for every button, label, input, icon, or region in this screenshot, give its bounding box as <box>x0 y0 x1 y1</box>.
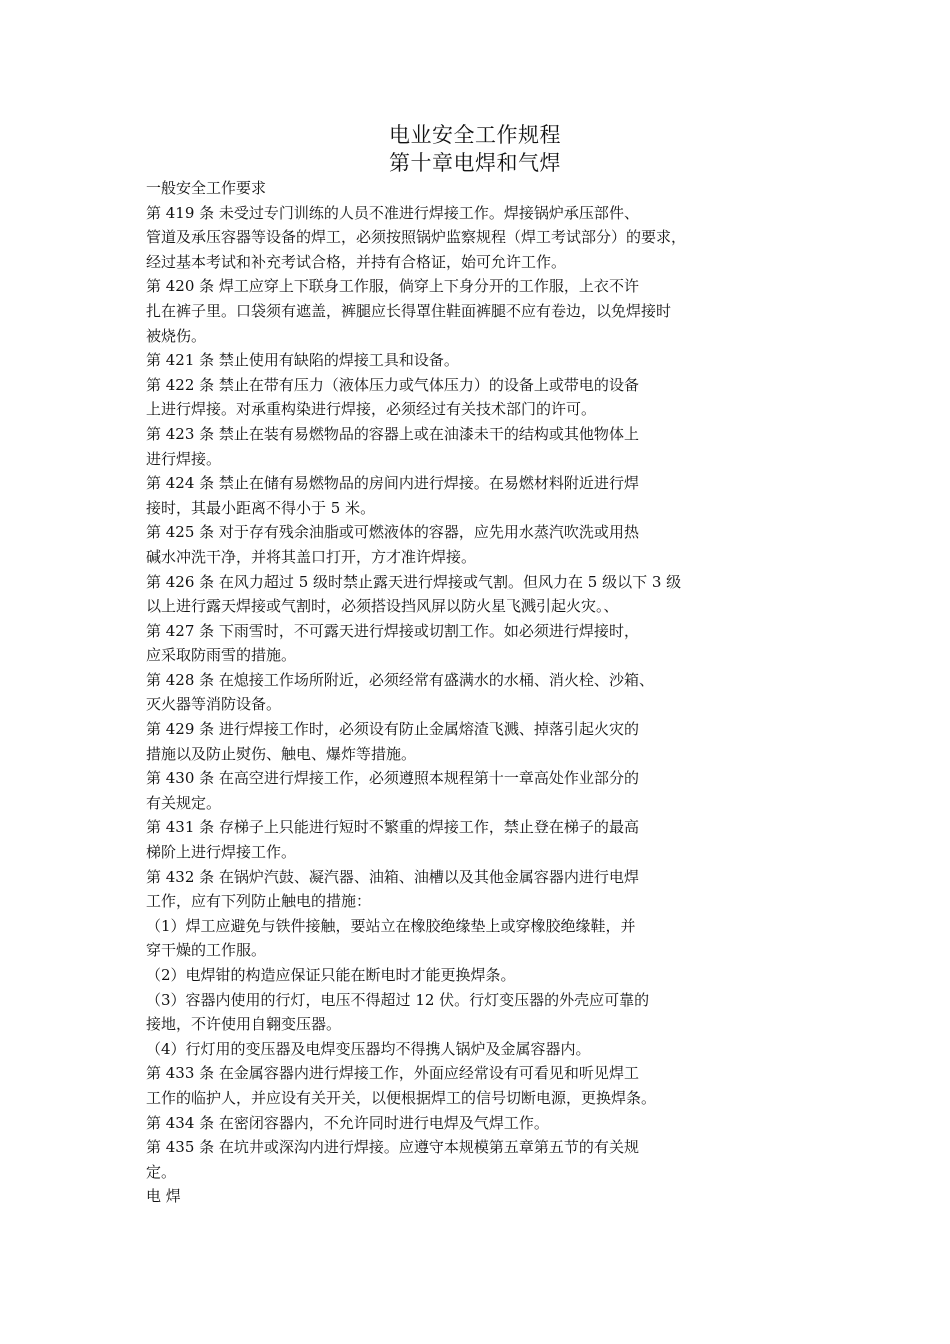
text-line: 第 422 条 禁止在带有压力（液体压力或气体压力）的设备上或带电的设备 <box>146 375 639 394</box>
text-line: 碱水冲洗干净，并将其盖口打开，方才准许焊接。 <box>146 547 477 566</box>
text-line: 第 421 条 禁止使用有缺陷的焊接工具和设备。 <box>146 351 459 370</box>
title-block <box>0 121 950 177</box>
text-line: 上进行焊接。对承重构染进行焊接，必须经过有关技术部门的许可。 <box>146 400 597 419</box>
text-line: （4）行灯用的变压器及电焊变压器均不得携人锅炉及金属容器内。 <box>146 1039 591 1058</box>
text-line: 第 425 条 对于存有残余油脂或可燃液体的容器，应先用水蒸汽吹洗或用热 <box>146 523 639 542</box>
text-line: 第 420 条 焊工应穿上下联身工作服，倘穿上下身分开的工作服，上衣不许 <box>146 277 639 296</box>
text-line: 措施以及防止熨伤、触电、爆炸等措施。 <box>146 744 417 763</box>
text-line: 工作，应有下列防止触电的措施： <box>146 892 372 911</box>
chapter-title: 第十章电焊和气焊 <box>389 151 561 175</box>
text-line: 应采取防雨雪的措施。 <box>146 646 297 665</box>
text-line: 以上进行露天焊接或气割时，必须搭设挡风屏以防火星飞溅引起火灾。、 <box>146 597 619 616</box>
text-line: 第 435 条 在坑井或深沟内进行焊接。应遵守本规模第五章第五节的有关规 <box>146 1138 639 1157</box>
text-line: 工作的临护人，并应设有关开关，以便根据焊工的信号切断电源，更换焊条。 <box>146 1088 657 1107</box>
text-line: 穿干燥的工作服。 <box>146 941 267 960</box>
text-line: 梯阶上进行焊接工作。 <box>146 843 297 862</box>
text-line: 接时，其最小距离不得小于 5 米。 <box>146 498 376 517</box>
text-line: 第 431 条 存梯子上只能进行短时不繁重的焊接工作，禁止登在梯子的最高 <box>146 818 639 837</box>
text-line: 第 424 条 禁止在储有易燃物品的房间内进行焊接。在易燃材料附近进行焊 <box>146 474 639 493</box>
text-line: 第 427 条 下雨雪时，不可露天进行焊接或切割工作。如必须进行焊接时， <box>146 621 639 640</box>
text-line: 第 423 条 禁止在装有易燃物品的容器上或在油漆未干的结构或其他物体上 <box>146 424 639 443</box>
text-line: 灭火器等消防设备。 <box>146 695 282 714</box>
text-line: 接地，不许使用自翱变压器。 <box>146 1015 342 1034</box>
text-line: 第 434 条 在密闭容器内，不允许同时进行电焊及气焊工作。 <box>146 1113 549 1132</box>
text-line: 第 428 条 在熄接工作场所附近，必须经常有盛满水的水桶、消火栓、沙箱、 <box>146 670 654 689</box>
text-line: （3）容器内使用的行灯，电压不得超过 12 伏。行灯变压器的外壳应可靠的 <box>146 990 650 1009</box>
text-line: 有关规定。 <box>146 793 222 812</box>
text-line: 电 焊 <box>146 1187 181 1206</box>
text-line: 进行焊接。 <box>146 449 222 468</box>
text-line: 第 433 条 在金属容器内进行焊接工作，外面应经常设有可看见和听见焊工 <box>146 1064 639 1083</box>
text-line: （2）电焊钳的构造应保证只能在断电时才能更换焊条。 <box>146 966 516 984</box>
text-line: （1）焊工应避免与铁件接触，要站立在橡胶绝缘垫上或穿橡胶绝缘鞋，并 <box>146 916 636 935</box>
document-body <box>146 176 806 1209</box>
text-line: 第 432 条 在锅炉汽鼓、凝汽器、油箱、油槽以及其他金属容器内进行电焊 <box>146 867 639 886</box>
text-line: 被烧伤。 <box>146 326 207 345</box>
text-line: 扎在裤子里。口袋须有遮盖，裤腿应长得罩住鞋面裤腿不应有卷边，以免焊接时 <box>146 301 672 320</box>
text-line: 第 426 条 在风力超过 5 级时禁止露天进行焊接或气割。但风力在 5 级以下 3 级 <box>146 572 682 591</box>
text-line: 定。 <box>146 1162 177 1181</box>
text-line: 第 429 条 进行焊接工作时，必须设有防止金属熔渣飞溅、掉落引起火灾的 <box>146 720 639 739</box>
text-line: 第 430 条 在高空进行焊接工作，必须遵照本规程第十一章高处作业部分的 <box>146 769 639 788</box>
text-line: 一般安全工作要求 <box>146 179 267 197</box>
text-line: 第 419 条 未受过专门训练的人员不准进行焊接工作。焊接锅炉承压部件、 <box>146 203 639 222</box>
text-line: 管道及承压容器等设备的焊工，必须按照锅炉监察规程（焊工考试部分）的要求， <box>146 228 687 247</box>
document-title: 电业安全工作规程 <box>389 123 561 147</box>
text-line: 经过基本考试和补充考试合格，并持有合格证，始可允许工作。 <box>146 252 567 271</box>
